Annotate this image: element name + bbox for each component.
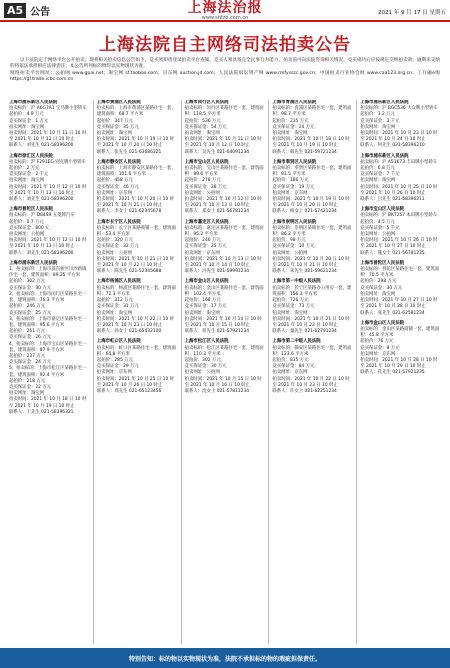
notice-line: 拍卖网址：京东网 xyxy=(360,351,396,357)
notice-line: 联系人：张先生 021-63686321 xyxy=(96,149,162,155)
page-title: 上海法院自主网络司法拍卖公告 xyxy=(99,35,351,55)
court-name: 上海市宝山区人民法院 xyxy=(184,159,229,165)
notice-line: 拍卖标的：宝山区某路住宅一套，建筑面积：89.6 平方米 xyxy=(184,166,264,178)
notice-line: 拍卖时间：2021 年 10 月 23 日 10 时至 2021 年 10 月 24 日 10 时止 xyxy=(360,131,438,143)
notice-line: 拍卖网址：淘宝网 xyxy=(96,310,132,316)
section-label: 公告 xyxy=(30,7,51,18)
court-name: 上海市浦东新区人民法院 xyxy=(9,100,58,105)
notice-line: 竞买保证金：24 万元 xyxy=(272,124,315,130)
notice-line: 起拍价：261 万元 xyxy=(9,329,46,335)
announcement-column xyxy=(357,100,444,644)
notice-line: 拍卖时间：2021 年 10 月 11 日 10 时至 2021 年 10 月 12 日 10 时止 xyxy=(184,137,262,149)
auction-notice xyxy=(360,207,441,257)
notice-line: 拍卖网址：京东网 xyxy=(96,370,132,376)
notice-line: 拍卖网址：淘宝网 xyxy=(360,178,396,184)
notice-line: 拍卖标的：金山区某路住宅一套，建筑面积：102.4 平方米 xyxy=(184,285,264,297)
notice-line: 起拍价：186 万元 xyxy=(272,178,309,184)
notice-line: 联系人：蒋先生 021-57921234 xyxy=(184,329,250,335)
notice-line: 拍卖时间：2021 年 10 月 20 日 10 时至 2021 年 10 月 21 日 10 时止 xyxy=(96,197,175,209)
court-name: 上海市静安区人民法院 xyxy=(96,159,141,165)
notice-line: 联系人：李女士 021-62345678 xyxy=(96,209,162,215)
notice-line: 竞买保证金：73 万元 xyxy=(272,304,315,310)
notice-line: 拍卖标的：闵行区某路住宅一套，建筑面积：118.5 平方米 xyxy=(184,106,264,118)
notice-line: 竞买保证金：30 万元 xyxy=(184,364,227,370)
page-badge xyxy=(4,3,50,18)
auction-notice xyxy=(185,160,266,216)
intro-text xyxy=(10,58,440,83)
auction-notice xyxy=(272,220,353,276)
notice-line: 竞买保证金：32 万元 xyxy=(96,244,139,250)
notice-line: 拍卖时间：2021 年 10 月 22 日 10 时至 2021 年 10 月 23 日 10 时止 xyxy=(272,376,350,388)
auction-notice xyxy=(9,100,90,150)
notice-line: 联系人：王先生 021-58396321 xyxy=(9,409,74,415)
announcement-column xyxy=(182,100,270,644)
announcement-column xyxy=(269,100,357,644)
notice-line: 拍卖时间：2021 年 10 月 25 日 10 时至 2021 年 10 月 26 日 10 时止 xyxy=(96,376,175,388)
notice-line: 拍卖标的：沪 A51K73 丰田牌小型轿车 xyxy=(360,159,438,165)
auction-notice xyxy=(9,207,90,257)
notice-line: 起拍价：320 万元 xyxy=(96,238,133,244)
court-name: 上海市宝山区人民法院 xyxy=(360,207,405,213)
notice-line: 拍卖网址：淘宝网 xyxy=(360,124,396,130)
notice-line: 联系人：孙女士 021-65432100 xyxy=(96,329,162,335)
notice-line: 拍卖时间：2021 年 10 月 12 日 10 时至 2021 年 10 月 13 日 10 时止 xyxy=(9,238,87,250)
notice-line: 竞买保证金：5 千元 xyxy=(360,225,400,231)
notice-line: 联系人：韩先生 021-59721234 xyxy=(272,149,337,155)
court-name: 上海市松江区人民法院 xyxy=(184,339,229,345)
notice-line: 起拍价：285 万元 xyxy=(96,357,133,363)
court-name: 上海市黄浦区人民法院 xyxy=(96,100,141,105)
notice-line: 竞买保证金：10 万元 xyxy=(272,244,315,250)
notice-line: 拍卖时间：2021 年 10 月 28 日 10 时至 2021 年 10 月 29 日 10 时止 xyxy=(360,357,438,370)
auction-notice xyxy=(185,279,266,335)
court-name: 上海市金山区人民法院 xyxy=(360,320,405,326)
notice-line: 起拍价：4.5 万元 xyxy=(360,219,395,225)
notice-line: 拍卖时间：2021 年 10 月 15 日 10 时至 2021 年 10 月 16 日 10 时止 xyxy=(184,376,262,388)
court-name: 上海市杨浦区人民法院 xyxy=(96,279,141,285)
notice-line: 联系人：施女士 021-56781235 xyxy=(360,250,425,256)
notice-line: 联系人：周先生 021-65123456 xyxy=(96,388,162,394)
auction-sites: 网络拍卖平台网址：公拍网 www.gpai.net；淘宝网 sf.taobao.com；京东网 auction.jd.com；人民法院诉讼资产网 www.rmfysszc.gov.cn；中国拍卖行业协会网 www.caa123.org.cn；工行融e购 https://gf.trade.icbc.com.cn xyxy=(10,70,440,82)
auction-notice xyxy=(9,154,90,204)
notice-line: 拍卖标的：上海市黄浦区某路住宅一套，建筑面积：68.7 平方米 xyxy=(96,106,176,118)
notice-line: 联系人：许女士 021-62251234 xyxy=(272,388,337,394)
notice-line: 拍卖网址：淘宝网 xyxy=(96,131,132,137)
notice-line: 拍卖标的：沪 BGC536 大众牌小型轿车 xyxy=(360,106,438,112)
notice-line: 竞买保证金：26 万元 xyxy=(9,335,52,341)
footer-text: 特别告知：标的物以实物现状为准，法院不承担标的物的瑕疵担保责任。 xyxy=(128,655,321,663)
court-name: 上海市奉贤区人民法院 xyxy=(272,159,317,165)
notice-line: 起拍价：246 万元 xyxy=(184,238,221,244)
court-name: 上海市普陀区人民法院 xyxy=(360,260,405,266)
notice-line: 起拍价：235 万元 xyxy=(272,118,309,124)
notice-line: 拍卖网址：淘宝网 xyxy=(272,131,308,137)
notice-line: 联系人：张先生 021-62581234 xyxy=(360,310,425,316)
auction-notice xyxy=(97,220,178,276)
notice-line: 拍卖时间：2021 年 10 月 14 日 10 时至 2021 年 10 月 15 日 10 时止 xyxy=(184,316,262,328)
notice-line: 起拍价：302 万元 xyxy=(9,279,46,285)
auction-notice xyxy=(185,339,266,395)
notice-line: 竞买保证金：31 万元 xyxy=(96,304,139,310)
auction-notice xyxy=(272,339,353,395)
masthead-logo: 上海法治报 xyxy=(187,0,263,16)
notice-line: 拍卖标的：松江区某路住宅一套，建筑面积：110.3 平方米 xyxy=(184,345,264,357)
notice-line: 起拍价：347 万元 xyxy=(96,118,133,124)
footer-banner xyxy=(0,648,450,668)
announcement-column xyxy=(94,100,182,644)
court-name: 上海市长宁区人民法院 xyxy=(96,219,141,225)
court-name: 上海市虹口区人民法院 xyxy=(96,339,141,345)
notice-line: 竞买保证金：25 万元 xyxy=(184,244,227,250)
notice-line: 起拍价：168 万元 xyxy=(184,298,221,304)
notice-line: 拍卖网址：公拍网 xyxy=(272,250,308,256)
notice-line: 4、拍卖标的：上海市宝山区某路住宅一套，建筑面积：87.9 平方米 xyxy=(9,341,87,353)
intro-paragraph: 以下法院定于网络平台公开拍卖，现将相关拍卖信息公告如下，竞买须知请登录拍卖平台查阅，竞买人须具备完全民事行为能力，拍卖前可向法院咨询相关情况。竞买成功后应按规定交纳拍卖款，逾期未交纳的将依法承担相应法律责任；本公告所列标的物均以实物现状为准。 xyxy=(10,58,440,70)
announcement-columns xyxy=(6,100,444,644)
auction-notice xyxy=(9,261,90,416)
notice-line: 拍卖标的：虹口区某路住宅一套，建筑面积：64.8 平方米 xyxy=(96,345,176,357)
notice-line: 拍卖网址：京东网 xyxy=(272,370,308,376)
notice-line: 拍卖网址：淘宝网 xyxy=(9,178,45,184)
notice-line: 联系人：秦先生 021-62791234 xyxy=(272,329,337,335)
auction-notice xyxy=(272,100,353,156)
notice-line: 起拍价：6.8 万元 xyxy=(360,166,395,172)
notice-line: 拍卖标的：奉贤区某路住宅一套，建筑面积：91.5 平方米 xyxy=(272,166,352,178)
notice-line: 拍卖标的：普陀区某路住宅一套，建筑面积：70.5 平方米 xyxy=(360,267,440,279)
court-name: 上海市青浦区人民法院 xyxy=(272,100,317,105)
notice-line: 2、拍卖标的：上海市闵行区某路住宅一套，建筑面积：76.3 平方米 xyxy=(9,291,87,304)
notice-line: 拍卖网址：淘宝网 xyxy=(184,131,220,137)
notice-line: 竞买保证金：29 万元 xyxy=(96,364,139,370)
notice-line: 起拍价：458 万元 xyxy=(96,178,133,184)
court-name: 上海市金山区人民法院 xyxy=(184,279,229,285)
notice-line: 联系人：刘先生 021-58396200 xyxy=(9,143,74,149)
notice-line: 拍卖标的：长宁区某路商铺一套，建筑面积：53.4 平方米 xyxy=(96,225,176,238)
notice-line: 拍卖标的：金山区某路商铺一套，建筑面积：45.8 平方米 xyxy=(360,326,440,339)
notice-line: 拍卖网址：淘宝网 xyxy=(184,310,220,316)
notice-line: 竞买保证金：28 万元 xyxy=(184,184,227,190)
notice-line: 竞买保证金：24 万元 xyxy=(9,360,52,366)
notice-line: 竞买保证金：19 万元 xyxy=(272,184,315,190)
notice-line: 联系人：何先生 021-58396210 xyxy=(360,143,425,149)
notice-line: 拍卖网址：公拍网 xyxy=(360,232,396,238)
court-name: 上海市嘉定区人民法院 xyxy=(184,219,229,225)
notice-line: 竞买保证金：8 万元 xyxy=(360,345,400,351)
notice-line: 拍卖网址：公拍网 xyxy=(9,232,45,238)
notice-line: 拍卖网址：京东网 xyxy=(184,250,220,256)
court-name: 上海市第二中级人民法院 xyxy=(272,339,321,345)
auction-notice xyxy=(185,220,266,276)
notice-line: 起拍价：298 万元 xyxy=(360,279,397,285)
notice-line: 联系人：朱先生 021-59621234 xyxy=(272,269,337,275)
notice-line: 起拍价：218 万元 xyxy=(9,378,46,384)
notice-line: 拍卖时间：2021 年 10 月 18 日 10 时至 2021 年 10 月 19 日 10 时止 xyxy=(272,137,350,149)
notice-line: 拍卖时间：2021 年 10 月 26 日 10 时至 2021 年 10 月 27 日 10 时止 xyxy=(360,238,438,250)
notice-line: 拍卖网址：公拍网 xyxy=(96,250,132,256)
auction-notice xyxy=(360,100,441,150)
court-name: 上海市浦东新区人民法院 xyxy=(360,100,409,105)
court-name: 上海市普陀区人民法院 xyxy=(9,207,53,213)
notice-line: 拍卖时间：2021 年 10 月 13 日 10 时至 2021 年 10 月 14 日 10 时止 xyxy=(184,256,262,269)
notice-line: 竞买保证金：3 千元 xyxy=(360,118,400,124)
notice-line: 竞买保证金：30 万元 xyxy=(9,285,52,291)
notice-line: 竞买保证金：2 千元 xyxy=(9,172,49,178)
notice-line: 起拍价：302 万元 xyxy=(184,357,221,363)
auction-notice xyxy=(97,100,178,156)
court-name: 上海市崇明区人民法院 xyxy=(272,219,317,225)
notice-line: 起拍价：536 万元 xyxy=(184,118,221,124)
court-name: 上海市闵行区人民法院 xyxy=(184,100,229,105)
notice-line: 拍卖标的：青浦区某路住宅一套，建筑面积：98.7 平方米 xyxy=(272,106,352,118)
masthead-url: www.shfzb.com.cn xyxy=(201,15,249,21)
auction-notice xyxy=(97,160,178,216)
notice-line: 竞买保证金：22 万元 xyxy=(9,384,52,390)
notice-line: 起拍价：835 万元 xyxy=(272,357,309,363)
notice-line: 起拍价：278 万元 xyxy=(184,178,221,184)
notice-line: 拍卖时间：2021 年 10 月 20 日 10 时至 2021 年 10 月 21 日 10 时止 xyxy=(272,256,350,269)
notice-line: 拍卖网址：公拍网 xyxy=(184,370,220,376)
notice-line: 拍卖标的：长宁区某路办公用房一套，建筑面积：156.3 平方米 xyxy=(272,285,352,297)
notice-line: 5、拍卖标的：上海市松江区某路住宅一套，建筑面积：92.4 平方米 xyxy=(9,366,87,378)
notice-line: 拍卖网址：淘宝网 xyxy=(9,124,45,130)
court-name: 上海市浦东新区人民法院 xyxy=(9,260,58,266)
notice-line: 拍卖标的：嘉定区某路住宅一套，建筑面积：95.2 平方米 xyxy=(184,225,264,238)
notice-line: 1、拍卖标的：上海市浦东新区川沙新镇住宅一套，建筑面积：89.25 平方米 xyxy=(9,267,87,279)
notice-line: 竞买保证金：30 万元 xyxy=(360,285,403,291)
notice-line: 拍卖标的：沪 F291EG 别克牌小型轿车 xyxy=(9,159,86,165)
notice-line: 联系人：吴先生 021-64091234 xyxy=(184,149,250,155)
auction-notice xyxy=(360,261,441,317)
notice-line: 拍卖标的：沪 A6G7A1 宝马牌小型轿车 xyxy=(9,106,87,112)
notice-line: 拍卖标的：上海市静安区某路住宅一套，建筑面积：101.6 平方米 xyxy=(96,166,176,178)
notice-line: 拍卖时间：2021 年 10 月 18 日 10 时至 2021 年 10 月 19 日 10 时止 xyxy=(9,397,87,409)
masthead xyxy=(175,1,275,21)
notice-line: 竞买保证金：800 元 xyxy=(9,225,50,231)
notice-line: 拍卖时间：2021 年 10 月 21 日 10 时至 2021 年 10 月 22 日 10 时止 xyxy=(272,316,350,328)
page-number: A5 xyxy=(4,3,26,18)
notice-line: 起拍价：726 万元 xyxy=(272,298,309,304)
auction-notice xyxy=(97,279,178,335)
notice-line: 拍卖网址：淘宝网 xyxy=(9,391,45,397)
notice-line: 起拍价：98 万元 xyxy=(272,238,306,244)
notice-line: 拍卖时间：2021 年 10 月 25 日 10 时至 2021 年 10 月 26 日 10 时止 xyxy=(360,184,438,196)
notice-line: 联系人：冯先生 021-59991234 xyxy=(184,269,250,275)
notice-line: 联系人：郑女士 021-56781234 xyxy=(184,209,250,215)
notice-line: 拍卖时间：2021 年 10 月 19 日 10 时至 2021 年 10 月 20 日 10 时止 xyxy=(96,137,175,149)
notice-line: 拍卖时间：2021 年 10 月 12 日 10 时至 2021 年 10 月 13 日 10 时止 xyxy=(9,184,87,196)
notice-line: 竞买保证金：1 万元 xyxy=(9,118,49,124)
auction-notice xyxy=(360,321,441,377)
notice-line: 联系人：陈先生 021-52345688 xyxy=(96,269,162,275)
notice-line: 起拍价：3.2 万元 xyxy=(360,112,395,118)
notice-line: 拍卖网址：淘宝网 xyxy=(272,310,308,316)
notice-line: 联系人：沈女士 021-57811234 xyxy=(184,388,250,394)
notice-line: 拍卖时间：2021 年 10 月 11 日 10 时至 2021 年 10 月 12 日 10 时止 xyxy=(9,131,87,143)
notice-line: 竞买保证金：84 万元 xyxy=(272,364,315,370)
notice-line: 3、拍卖标的：上海市嘉定区某路住宅一套，建筑面积：95.6 平方米 xyxy=(9,316,87,328)
auction-notice xyxy=(272,160,353,216)
notice-line: 联系人：吕先生 021-58396211 xyxy=(360,197,425,203)
notice-line: 拍卖时间：2021 年 10 月 27 日 10 时至 2021 年 10 月 28 日 10 时止 xyxy=(360,298,438,310)
notice-line: 拍卖标的：崇明区某镇住宅一套，建筑面积：86.2 平方米 xyxy=(272,225,352,238)
court-name: 上海市浦东新区人民法院 xyxy=(360,153,409,159)
notice-line: 竞买保证金：54 万元 xyxy=(184,124,227,130)
notice-line: 联系人：孔先生 021-57921235 xyxy=(360,370,425,376)
court-name: 上海市徐汇区人民法院 xyxy=(9,153,53,159)
notice-line: 起拍价：0.7 万元 xyxy=(9,219,44,225)
notice-line: 起拍价：312 万元 xyxy=(96,298,133,304)
announcement-column xyxy=(6,100,94,644)
notice-line: 拍卖时间：2021 年 10 月 22 日 10 时至 2021 年 10 月 23 日 10 时止 xyxy=(96,316,175,328)
auction-notice xyxy=(185,100,266,156)
notice-line: 起拍价：237 万元 xyxy=(9,353,46,359)
notice-line: 竞买保证金：25 万元 xyxy=(9,310,52,316)
auction-notice xyxy=(272,279,353,335)
notice-line: 起拍价：2 万元 xyxy=(9,166,40,172)
notice-line: 起拍价：76 万元 xyxy=(360,339,394,345)
notice-line: 拍卖时间：2021 年 10 月 21 日 10 时至 2021 年 10 月 22 日 10 时止 xyxy=(96,256,175,269)
notice-line: 联系人：刘先生 021-58396200 xyxy=(9,197,74,203)
notice-line: 拍卖网址：公拍网 xyxy=(184,190,220,196)
notice-line: 竞买保证金：46 万元 xyxy=(96,184,139,190)
notice-line: 拍卖标的：沪 BK7257 本田牌小型轿车 xyxy=(360,213,438,219)
court-name: 上海市第一中级人民法院 xyxy=(272,279,321,285)
notice-line: 拍卖网址：淘宝网 xyxy=(360,291,396,297)
notice-line: 联系人：杨女士 021-57421234 xyxy=(272,209,337,215)
notice-line: 竞买保证金：7 千元 xyxy=(360,172,400,178)
dateline: 2021 年 9 月 17 日 星期五 xyxy=(378,10,446,16)
auction-notice xyxy=(97,339,178,395)
notice-line: 竞买保证金：35 万元 xyxy=(96,124,139,130)
notice-line: 拍卖网址：京东网 xyxy=(272,190,308,196)
notice-line: 拍卖标的：沪 D84S9 五菱牌汽车 xyxy=(9,213,75,219)
notice-line: 起拍价：246 万元 xyxy=(9,304,46,310)
notice-line: 拍卖时间：2021 年 10 月 19 日 10 时至 2021 年 10 月 20 日 10 时止 xyxy=(272,197,350,209)
auction-notice xyxy=(360,154,441,204)
notice-line: 拍卖标的：杨浦区某路住宅一套，建筑面积：72.3 平方米 xyxy=(96,285,176,297)
notice-line: 拍卖网址：京东网 xyxy=(96,190,132,196)
notice-line: 起拍价：4.9 万元 xyxy=(9,112,44,118)
notice-line: 拍卖标的：静安区某路住宅一套，建筑面积：123.6 平方米 xyxy=(272,345,352,357)
notice-line: 联系人：刘先生 021-58396200 xyxy=(9,250,74,256)
notice-line: 竞买保证金：17 万元 xyxy=(184,304,227,310)
page-header xyxy=(0,0,450,22)
notice-line: 拍卖时间：2021 年 10 月 12 日 10 时至 2021 年 10 月 13 日 10 时止 xyxy=(184,197,262,209)
